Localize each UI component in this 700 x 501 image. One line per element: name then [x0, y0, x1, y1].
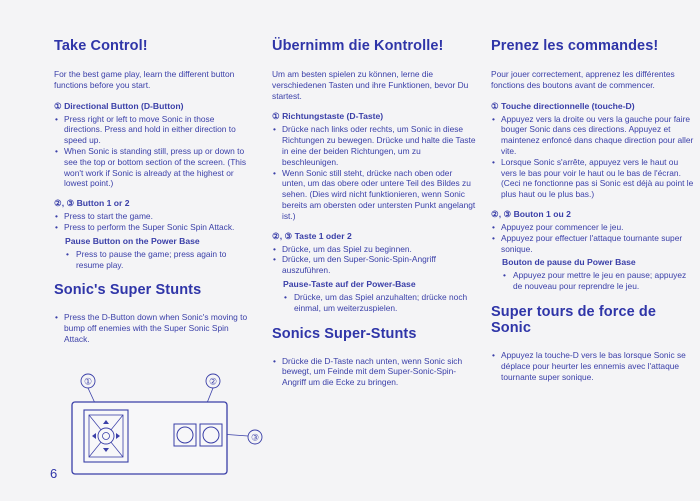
intro-text: Pour jouer correctement, apprenez les différentes fonctions des boutons avant de commencer. — [491, 69, 675, 90]
button-list — [491, 222, 696, 254]
dbutton-heading: ① Directional Button (D-Button) — [54, 100, 184, 111]
callout-2-label: ② — [208, 376, 218, 387]
list-item: • When Sonic is standing still, press up or down to see the top or bottom section of the screen. (This won't work if Sonic is already at the highest or lowest point.) — [54, 146, 254, 189]
controller-diagram — [70, 372, 270, 476]
pause-list — [491, 270, 696, 292]
list-item: • Drücke, um das Spiel anzuhalten; drücke noch einmal, um weiterzuspielen. — [272, 292, 477, 314]
pause-list — [54, 249, 254, 271]
list-item: • Drücke die D-Taste nach unten, wenn Sonic sich bewegt, um Feinde mit dem Super-Sonic-Spin-Angriff um die Ecke zu bringen. — [272, 356, 477, 388]
callout-3-label: ③ — [250, 432, 260, 443]
button-heading: ②, ③ Button 1 or 2 — [54, 198, 130, 209]
button-heading: ②, ③ Taste 1 oder 2 — [272, 230, 352, 241]
button-list — [54, 211, 254, 233]
list-item: • Appuyez pour mettre le jeu en pause; appuyez de nouveau pour reprendre le jeu. — [491, 270, 696, 292]
column-german — [272, 38, 477, 397]
callout-1-label: ① — [83, 376, 93, 387]
list-item: • Appuyez vers la droite ou vers la gauche pour faire bouger Sonic dans ces directions. Appuyez et maintenez enfoncé dans chaque direction pour aller vite. — [491, 114, 696, 157]
button-list — [272, 244, 477, 276]
stunts-title: Sonics Super-Stunts — [272, 325, 417, 342]
dbutton-heading: ① Touche directionnelle (touche-D) — [491, 100, 635, 111]
stunts-title: Sonic's Super Stunts — [54, 282, 202, 299]
stunts-title: Super tours de force de Sonic — [491, 303, 657, 336]
section-title: Übernimm die Kontrolle! — [272, 38, 444, 54]
pause-heading: Bouton de pause du Power Base — [502, 257, 636, 268]
list-item: • Press to start the game. — [54, 211, 254, 222]
list-item: • Drücke, um das Spiel zu beginnen. — [272, 244, 477, 255]
list-item: • Appuyez la touche-D vers le bas lorsque Sonic se déplace pour heurter les ennemis avec l'attaque tournante super sonique. — [491, 350, 696, 382]
list-item: • Wenn Sonic still steht, drücke nach oben oder unten, um das obere oder untere Teil des Bildes zu sehen. (Dies wird nicht funktionieren, wenn Sonic bereits am obersten oder untersten Punkt angelangt ist.) — [272, 168, 477, 222]
dbutton-heading: ① Richtungstaste (D-Taste) — [272, 111, 384, 122]
button-heading: ②, ③ Bouton 1 ou 2 — [491, 208, 571, 219]
list-item: • Lorsque Sonic s'arrête, appuyez vers le haut ou vers le bas pour voir le haut ou le bas de l'écran. (Ceci ne fonctionne pas si Sonic est déjà au point le plus haut ou le plus bas.) — [491, 157, 696, 200]
stunts-list — [272, 356, 477, 388]
pause-heading: Pause Button on the Power Base — [65, 235, 200, 246]
stunts-list — [54, 312, 254, 344]
list-item: • Press right or left to move Sonic in those directions. Press and hold in either direction to speed up. — [54, 114, 254, 146]
section-title: Take Control! — [54, 38, 148, 54]
pause-list — [272, 292, 477, 314]
section-title: Prenez les commandes! — [491, 38, 659, 54]
dbutton-list — [54, 114, 254, 190]
intro-text: Um am besten spielen zu können, lerne die verschiedenen Tasten und ihre Funktionen, bevor Du startest. — [272, 69, 469, 101]
list-item: • Press the D-Button down when Sonic's moving to bump off enemies with the Super Sonic Spin Attack. — [54, 312, 254, 344]
stunts-list — [491, 350, 696, 382]
column-english — [54, 38, 254, 354]
page-number: 6 — [50, 466, 58, 481]
dpad-center — [98, 428, 114, 444]
dbutton-list — [491, 114, 696, 200]
list-item: • Drücke, um den Super-Sonic-Spin-Angriff auszuführen. — [272, 254, 477, 276]
list-item: • Press to pause the game; press again to resume play. — [54, 249, 254, 271]
list-item: • Appuyez pour effectuer l'attaque tournante super sonique. — [491, 233, 696, 255]
intro-text: For the best game play, learn the different button functions before you start. — [54, 69, 235, 90]
dbutton-list — [272, 124, 477, 221]
column-french — [491, 38, 696, 391]
list-item: • Drücke nach links oder rechts, um Sonic in diese Richtungen zu bewegen. Drücke und halte die Taste in eine der beiden Richtungen, um zu beschleunigen. — [272, 124, 477, 167]
pause-heading: Pause-Taste auf der Power-Base — [283, 278, 416, 289]
list-item: • Press to perform the Super Sonic Spin Attack. — [54, 222, 254, 233]
list-item: • Appuyez pour commencer le jeu. — [491, 222, 696, 233]
